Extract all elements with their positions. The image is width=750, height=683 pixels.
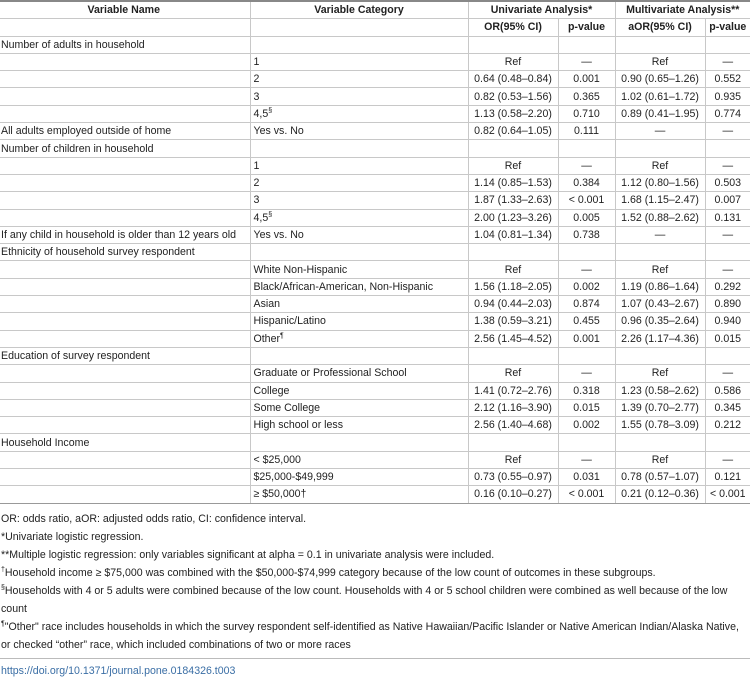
p-value-multivariate-cell (705, 434, 750, 451)
variable-name-cell: Number of adults in household (0, 36, 250, 53)
variable-category-cell: 1 (250, 53, 468, 70)
table-row (0, 244, 750, 261)
variable-name-cell (0, 261, 250, 278)
p-value-multivariate-cell: 0.940 (705, 313, 750, 330)
or-ci-cell: 1.04 (0.81–1.34) (468, 226, 558, 243)
p-value-multivariate-cell: — (705, 365, 750, 382)
or-ci-cell: Ref (468, 451, 558, 468)
variable-category-cell (250, 36, 468, 53)
variable-category-cell: Asian (250, 296, 468, 313)
table-row (0, 330, 750, 347)
table-row (0, 486, 750, 503)
p-value-multivariate-cell: — (705, 123, 750, 140)
p-value-multivariate-cell: 0.212 (705, 417, 750, 434)
aor-ci-cell (615, 36, 705, 53)
p-value-cell: 0.031 (558, 469, 615, 486)
variable-name-cell (0, 469, 250, 486)
header-univariate: Univariate Analysis* (468, 1, 615, 19)
aor-ci-cell: Ref (615, 53, 705, 70)
variable-category-cell: ≥ $50,000† (250, 486, 468, 503)
p-value-cell: 0.015 (558, 399, 615, 416)
p-value-cell (558, 434, 615, 451)
p-value-cell (558, 140, 615, 157)
header-aor-ci: aOR(95% CI) (615, 19, 705, 36)
or-ci-cell: 1.87 (1.33–2.63) (468, 192, 558, 209)
p-value-multivariate-cell: 0.007 (705, 192, 750, 209)
variable-name-cell (0, 192, 250, 209)
aor-ci-cell: 1.19 (0.86–1.64) (615, 278, 705, 295)
or-ci-cell: Ref (468, 365, 558, 382)
p-value-multivariate-cell: 0.015 (705, 330, 750, 347)
variable-category-cell: < $25,000 (250, 451, 468, 468)
or-ci-cell: 0.16 (0.10–0.27) (468, 486, 558, 503)
aor-ci-cell: 1.02 (0.61–1.72) (615, 88, 705, 105)
or-ci-cell (468, 244, 558, 261)
p-value-cell: 0.710 (558, 105, 615, 122)
aor-ci-cell (615, 434, 705, 451)
footnote: OR: odds ratio, aOR: adjusted odds ratio, CI: confidence interval. (1, 512, 307, 525)
aor-ci-cell: 1.23 (0.58–2.62) (615, 382, 705, 399)
p-value-cell: 0.002 (558, 417, 615, 434)
table-row (0, 417, 750, 434)
aor-ci-cell: 0.89 (0.41–1.95) (615, 105, 705, 122)
p-value-multivariate-cell: — (705, 261, 750, 278)
variable-name-cell (0, 105, 250, 122)
p-value-cell: 0.002 (558, 278, 615, 295)
variable-category-cell: 3 (250, 88, 468, 105)
aor-ci-cell: Ref (615, 157, 705, 174)
variable-category-cell: Some College (250, 399, 468, 416)
p-value-cell (558, 347, 615, 364)
p-value-multivariate-cell: 0.935 (705, 88, 750, 105)
variable-name-cell: Education of survey respondent (0, 347, 250, 364)
subheader-row (0, 19, 750, 36)
p-value-multivariate-cell: 0.503 (705, 174, 750, 191)
aor-ci-cell: 0.21 (0.12–0.36) (615, 486, 705, 503)
or-ci-cell: 2.12 (1.16–3.90) (468, 399, 558, 416)
variable-category-cell: Yes vs. No (250, 123, 468, 140)
subheader-empty (250, 19, 468, 36)
subheader-empty (0, 19, 250, 36)
aor-ci-cell: — (615, 226, 705, 243)
footnote-marker: ¶ (280, 332, 284, 340)
or-ci-cell: Ref (468, 157, 558, 174)
aor-ci-cell: 1.12 (0.80–1.56) (615, 174, 705, 191)
aor-ci-cell: 0.90 (0.65–1.26) (615, 71, 705, 88)
table-row (0, 36, 750, 53)
or-ci-cell: 0.82 (0.53–1.56) (468, 88, 558, 105)
table-row (0, 278, 750, 295)
variable-category-cell: Graduate or Professional School (250, 365, 468, 382)
aor-ci-cell: 2.26 (1.17–4.36) (615, 330, 705, 347)
table-row (0, 434, 750, 451)
variable-category-cell: 4,5§ (250, 209, 468, 226)
table-row (0, 296, 750, 313)
aor-ci-cell: 1.52 (0.88–2.62) (615, 209, 705, 226)
p-value-cell: — (558, 261, 615, 278)
variable-category-cell: $25,000-$49,999 (250, 469, 468, 486)
p-value-multivariate-cell: — (705, 451, 750, 468)
p-value-multivariate-cell: 0.774 (705, 105, 750, 122)
header-row (0, 1, 750, 19)
table-row (0, 382, 750, 399)
aor-ci-cell: 0.96 (0.35–2.64) (615, 313, 705, 330)
variable-category-cell: 2 (250, 71, 468, 88)
variable-category-cell: High school or less (250, 417, 468, 434)
p-value-cell: 0.001 (558, 71, 615, 88)
p-value-cell: — (558, 53, 615, 70)
p-value-multivariate-cell: 0.890 (705, 296, 750, 313)
header-multivariate: Multivariate Analysis** (615, 1, 750, 19)
or-ci-cell (468, 434, 558, 451)
table-row (0, 313, 750, 330)
p-value-cell: 0.318 (558, 382, 615, 399)
variable-name-cell (0, 451, 250, 468)
or-ci-cell: 1.56 (1.18–2.05) (468, 278, 558, 295)
p-value-multivariate-cell (705, 140, 750, 157)
table-row (0, 105, 750, 122)
table-row (0, 123, 750, 140)
variable-name-cell: All adults employed outside of home (0, 123, 250, 140)
or-ci-cell: 2.56 (1.45–4.52) (468, 330, 558, 347)
or-ci-cell (468, 36, 558, 53)
or-ci-cell: 0.64 (0.48–0.84) (468, 71, 558, 88)
table-row (0, 71, 750, 88)
aor-ci-cell: 1.68 (1.15–2.47) (615, 192, 705, 209)
variable-category-cell: 4,5§ (250, 105, 468, 122)
variable-name-cell: Ethnicity of household survey respondent (0, 244, 250, 261)
p-value-cell: 0.001 (558, 330, 615, 347)
p-value-cell: 0.384 (558, 174, 615, 191)
p-value-cell: < 0.001 (558, 486, 615, 503)
aor-ci-cell: — (615, 123, 705, 140)
p-value-multivariate-cell (705, 347, 750, 364)
p-value-multivariate-cell: 0.586 (705, 382, 750, 399)
table-row (0, 451, 750, 468)
variable-category-cell: College (250, 382, 468, 399)
p-value-multivariate-cell: 0.131 (705, 209, 750, 226)
variable-name-cell: Number of children in household (0, 140, 250, 157)
variable-name-cell (0, 365, 250, 382)
header-p-value: p-value (558, 19, 615, 36)
or-ci-cell (468, 347, 558, 364)
aor-ci-cell (615, 347, 705, 364)
p-value-cell (558, 244, 615, 261)
footnote: †Household income ≥ $75,000 was combined with the $50,000-$74,999 category because of the low count of outcomes in these subgroups. (1, 566, 656, 579)
footnote: §Households with 4 or 5 adults were combined because of the low count. Households with 4 or 5 school children were combined as well because of the low count (1, 584, 728, 615)
variable-name-cell (0, 417, 250, 434)
aor-ci-cell: Ref (615, 261, 705, 278)
or-ci-cell: 0.73 (0.55–0.97) (468, 469, 558, 486)
variable-category-cell: Black/African-American, Non-Hispanic (250, 278, 468, 295)
variable-category-cell (250, 244, 468, 261)
p-value-multivariate-cell (705, 36, 750, 53)
variable-category-cell (250, 140, 468, 157)
p-value-cell (558, 36, 615, 53)
p-value-cell: 0.738 (558, 226, 615, 243)
variable-name-cell (0, 174, 250, 191)
variable-name-cell (0, 313, 250, 330)
variable-category-cell: 3 (250, 192, 468, 209)
or-ci-cell: Ref (468, 261, 558, 278)
aor-ci-cell: 1.55 (0.78–3.09) (615, 417, 705, 434)
footnote: ¶"Other" race includes households in which the survey respondent self-identified as Native Hawaiian/Pacific Islander or Native American Indian/Alaska Native, or checked “other” race, which included combinations of two or more races (1, 620, 739, 651)
variable-name-cell (0, 157, 250, 174)
table-row (0, 174, 750, 191)
or-ci-cell: 2.56 (1.40–4.68) (468, 417, 558, 434)
table-row (0, 88, 750, 105)
variable-category-cell: Hispanic/Latino (250, 313, 468, 330)
header-variable-category: Variable Category (250, 1, 468, 19)
variable-category-cell (250, 434, 468, 451)
variable-category-cell: Other¶ (250, 330, 468, 347)
p-value-cell: 0.455 (558, 313, 615, 330)
variable-name-cell: Household Income (0, 434, 250, 451)
header-variable-name: Variable Name (0, 1, 250, 19)
table-row (0, 469, 750, 486)
variable-name-cell: If any child in household is older than 12 years old (0, 226, 250, 243)
aor-ci-cell: Ref (615, 365, 705, 382)
p-value-multivariate-cell: — (705, 53, 750, 70)
aor-ci-cell (615, 244, 705, 261)
doi-link[interactable]: https://doi.org/10.1371/journal.pone.0184326.t003 (1, 664, 236, 677)
variable-category-cell: 2 (250, 174, 468, 191)
p-value-multivariate-cell (705, 244, 750, 261)
variable-category-cell: White Non-Hispanic (250, 261, 468, 278)
footnote-marker: § (268, 107, 273, 115)
table-row (0, 192, 750, 209)
variable-name-cell (0, 382, 250, 399)
variable-name-cell (0, 330, 250, 347)
or-ci-cell: 0.82 (0.64–1.05) (468, 123, 558, 140)
variable-name-cell (0, 209, 250, 226)
p-value-cell: — (558, 451, 615, 468)
table-footnotes (0, 504, 750, 659)
footnote: *Univariate logistic regression. (1, 530, 144, 543)
p-value-cell: 0.111 (558, 123, 615, 140)
variable-name-cell (0, 53, 250, 70)
p-value-cell: — (558, 365, 615, 382)
or-ci-cell: 2.00 (1.23–3.26) (468, 209, 558, 226)
table-row (0, 399, 750, 416)
aor-ci-cell: Ref (615, 451, 705, 468)
or-ci-cell (468, 140, 558, 157)
table-row (0, 261, 750, 278)
p-value-cell: 0.874 (558, 296, 615, 313)
p-value-multivariate-cell: 0.292 (705, 278, 750, 295)
p-value-multivariate-cell: 0.552 (705, 71, 750, 88)
footnote: **Multiple logistic regression: only variables significant at alpha = 0.1 in univariate analysis were included. (1, 548, 495, 561)
table-row (0, 53, 750, 70)
variable-name-cell (0, 486, 250, 503)
variable-category-cell (250, 347, 468, 364)
or-ci-cell: 1.41 (0.72–2.76) (468, 382, 558, 399)
header-p-value-multivariate: p-value (705, 19, 750, 36)
aor-ci-cell: 1.07 (0.43–2.67) (615, 296, 705, 313)
table-row (0, 140, 750, 157)
table-row (0, 157, 750, 174)
or-ci-cell: 1.14 (0.85–1.53) (468, 174, 558, 191)
table-row (0, 226, 750, 243)
p-value-multivariate-cell: < 0.001 (705, 486, 750, 503)
table-row (0, 347, 750, 364)
footnote-marker: § (268, 211, 273, 219)
variable-name-cell (0, 88, 250, 105)
p-value-multivariate-cell: 0.121 (705, 469, 750, 486)
variable-name-cell (0, 296, 250, 313)
p-value-multivariate-cell: 0.345 (705, 399, 750, 416)
p-value-cell: < 0.001 (558, 192, 615, 209)
header-or-ci: OR(95% CI) (468, 19, 558, 36)
or-ci-cell: 1.13 (0.58–2.20) (468, 105, 558, 122)
table-row (0, 365, 750, 382)
p-value-multivariate-cell: — (705, 226, 750, 243)
p-value-cell: 0.365 (558, 88, 615, 105)
p-value-cell: 0.005 (558, 209, 615, 226)
aor-ci-cell (615, 140, 705, 157)
variable-name-cell (0, 278, 250, 295)
variable-name-cell (0, 71, 250, 88)
table-row (0, 209, 750, 226)
p-value-cell: — (558, 157, 615, 174)
or-ci-cell: Ref (468, 53, 558, 70)
aor-ci-cell: 0.78 (0.57–1.07) (615, 469, 705, 486)
or-ci-cell: 0.94 (0.44–2.03) (468, 296, 558, 313)
variable-category-cell: Yes vs. No (250, 226, 468, 243)
variable-name-cell (0, 399, 250, 416)
p-value-multivariate-cell: — (705, 157, 750, 174)
variable-category-cell: 1 (250, 157, 468, 174)
or-ci-cell: 1.38 (0.59–3.21) (468, 313, 558, 330)
aor-ci-cell: 1.39 (0.70–2.77) (615, 399, 705, 416)
